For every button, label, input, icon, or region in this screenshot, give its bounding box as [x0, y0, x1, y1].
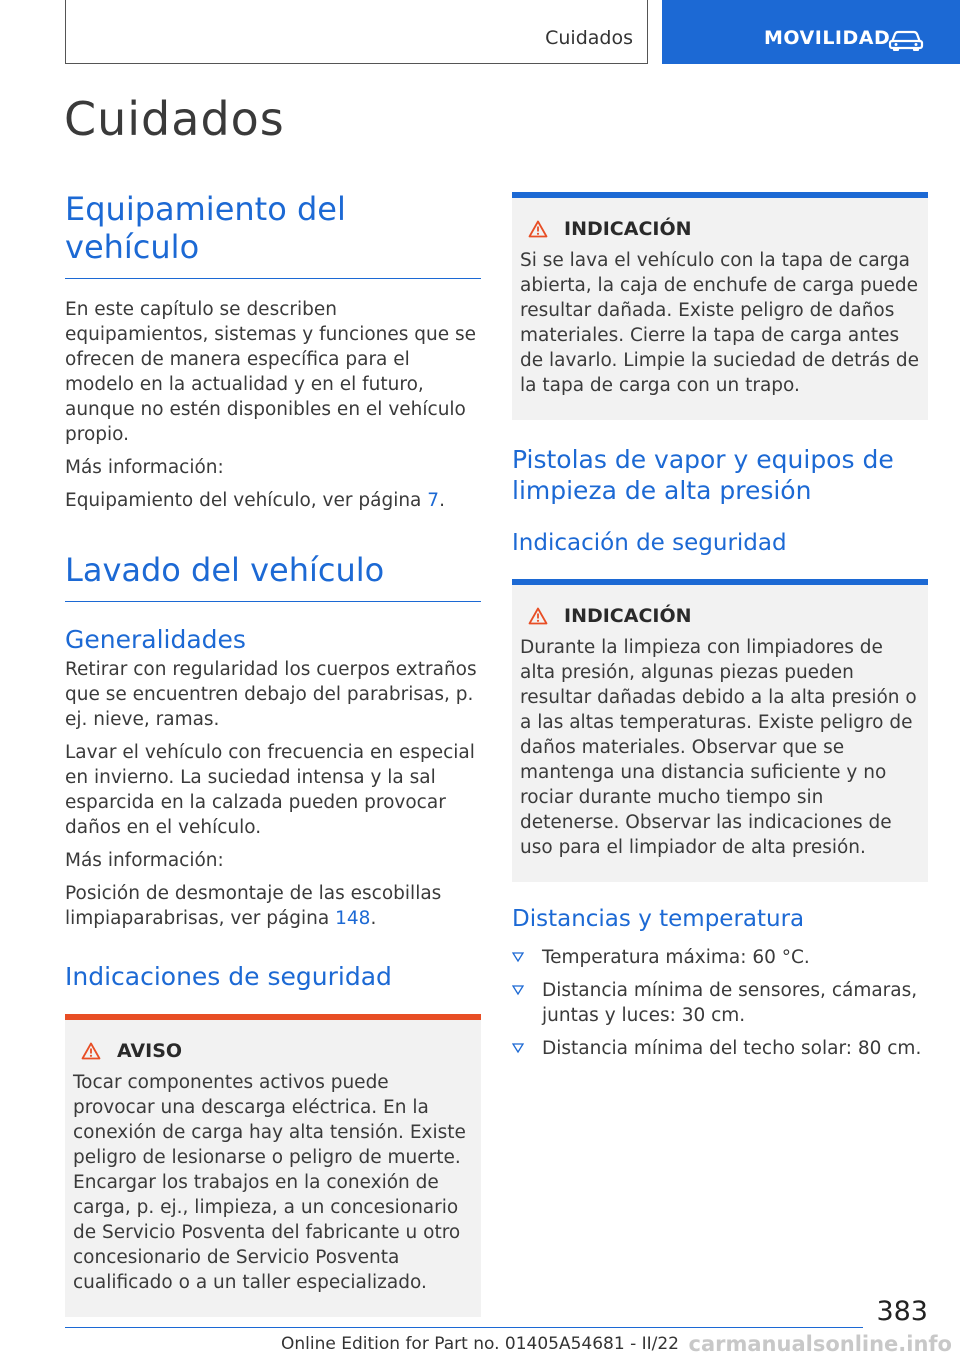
bullet-triangle-icon — [512, 951, 524, 963]
footer-edition: Online Edition for Part no. 01405A54681 - II/22 — [280, 1334, 679, 1354]
warning-triangle-icon — [528, 220, 548, 238]
subsection-title-indicacion-seguridad: Indicación de seguridad — [512, 530, 787, 556]
section-title-equipamiento: Equipamiento del vehículo — [65, 190, 481, 279]
list-item: Temperatura máxima: 60 °C. — [512, 945, 928, 970]
distancias-list — [512, 945, 928, 1061]
notice-box-header — [520, 605, 920, 627]
section-tab[interactable] — [662, 0, 960, 64]
right-column — [512, 192, 928, 1069]
list-item: Distancia mínima del techo solar: 80 cm. — [512, 1036, 928, 1061]
warning-text: Tocar componentes activos puede provocar una descarga eléctrica. En la conexión de carga hay alta tensión. Existe peligro de lesionarse o peligro de muerte. Encargar los trabajos en la conexión de carga, p. ej., limpieza, a un concesionario de Servicio Posventa del fabricante u otro concesionario de Servicio Posventa cualificado o a un taller especializado. — [73, 1072, 466, 1293]
footer-divider — [65, 1327, 863, 1328]
lavado-reference: Posición de desmontaje de las escobillas limpiaparabrisas, ver página 148. — [65, 883, 442, 929]
subsection-title-distancias: Distancias y temperatura — [512, 906, 805, 932]
subsection-title-generalidades: Generalidades — [65, 625, 246, 654]
page-number: 383 — [876, 1296, 928, 1327]
bullet-triangle-icon — [512, 1042, 524, 1054]
subsection-title-seguridad: Indicaciones de seguridad — [65, 962, 392, 991]
section-tab-label: MOVILIDAD — [764, 27, 891, 49]
notice-box-indicacion-2 — [512, 579, 928, 882]
more-info-label: Más información: — [65, 457, 224, 478]
warning-box-aviso — [65, 1014, 481, 1317]
notice-title: INDICACIÓN — [564, 218, 692, 240]
equipamiento-reference: Equipamiento del vehículo, ver página 7. — [65, 490, 445, 511]
notice-box-header — [520, 218, 920, 240]
chapter-tab — [65, 0, 648, 64]
car-icon — [888, 28, 924, 52]
notice-text: Durante la limpieza con limpiadores de alta presión, algunas piezas pueden resultar dañadas debido a la alta presión o a las altas temperaturas. Existe peligro de daños materiales. Observar que se mantenga una distancia suficiente y no rociar durante mucho tiempo sin detenerse. Observar las indicaciones de uso para el limpiador de alta presión. — [520, 637, 917, 858]
generalidades-paragraph-1: Retirar con regularidad los cuerpos extraños que se encuentren debajo del parabrisas, p. ej. nieve, ramas. — [65, 659, 477, 730]
warning-triangle-icon — [81, 1042, 101, 1060]
section-title-lavado: Lavado del vehículo — [65, 551, 481, 602]
bullet-triangle-icon — [512, 984, 524, 996]
page-link-7[interactable]: 7 — [427, 490, 440, 511]
notice-box-indicacion-1 — [512, 192, 928, 420]
page-link-148[interactable]: 148 — [335, 908, 371, 929]
watermark: carmanualsonline.info — [688, 1332, 952, 1356]
generalidades-paragraph-2: Lavar el vehículo con frecuencia en especial en invierno. La suciedad intensa y la sal esparcida en la calzada pueden provocar daños en el vehículo. — [65, 742, 475, 838]
notice-title: INDICACIÓN — [564, 605, 692, 627]
more-info-label: Más información: — [65, 850, 224, 871]
reference-text: Posición de desmontaje de las escobillas limpiaparabrisas, ver página — [65, 883, 442, 929]
warning-box-header — [73, 1040, 473, 1062]
chapter-tab-label: Cuidados — [545, 27, 633, 49]
list-item: Distancia mínima de sensores, cámaras, juntas y luces: 30 cm. — [512, 978, 928, 1028]
reference-text: Equipamiento del vehículo, ver página — [65, 490, 428, 511]
notice-text: Si se lava el vehículo con la tapa de carga abierta, la caja de enchufe de carga puede resultar dañada. Existe peligro de daños materiales. Cierre la tapa de carga antes de lavarlo. Limpie la suciedad de detrás de la tapa de carga con un trapo. — [520, 250, 919, 396]
left-column — [65, 190, 481, 1317]
equipamiento-paragraph: En este capítulo se describen equipamientos, sistemas y funciones que se ofrecen de manera específica para el modelo en la actualidad y en el futuro, aunque no estén disponibles en el vehículo propio. — [65, 299, 477, 445]
chapter-title: Cuidados — [64, 92, 285, 146]
warning-title: AVISO — [117, 1040, 183, 1062]
subsection-title-pistolas: Pistolas de vapor y equipos de limpieza de alta presión — [512, 445, 894, 505]
warning-triangle-icon — [528, 607, 548, 625]
